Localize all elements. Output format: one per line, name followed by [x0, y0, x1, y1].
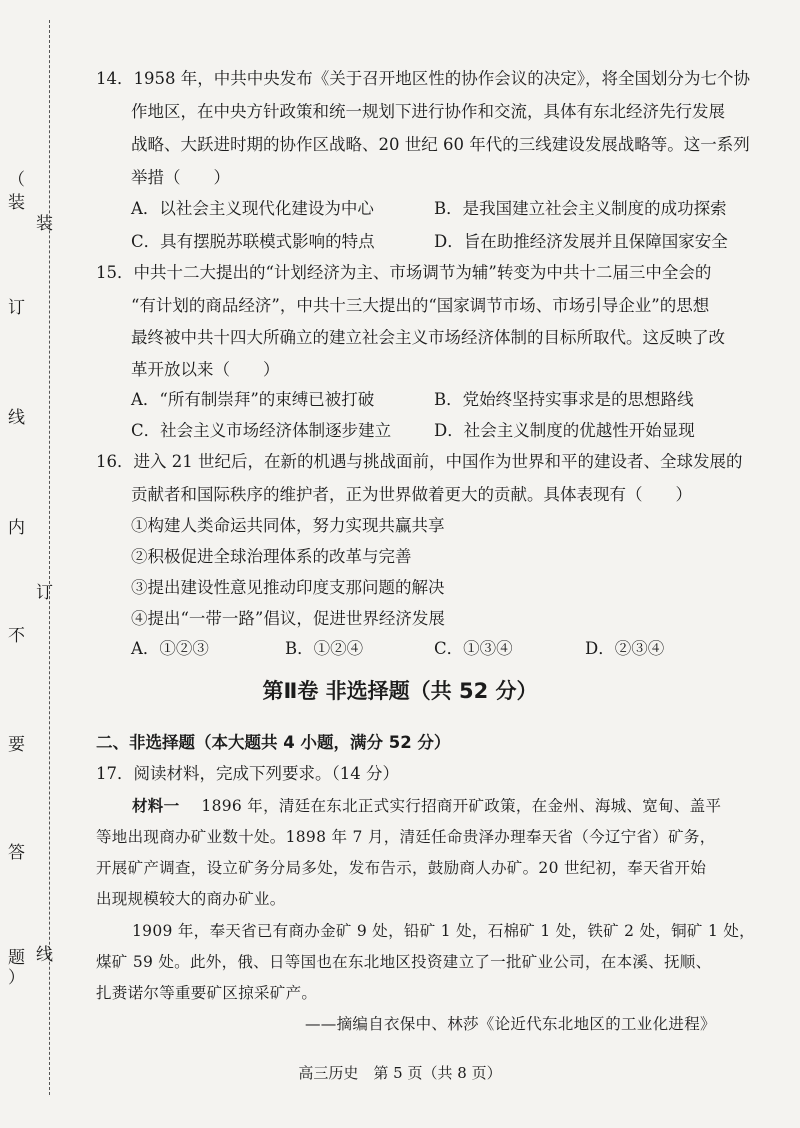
- material-text: 1896 年，清廷在东北正式实行招商开矿政策，在金州、海城、宽甸、盖平: [201, 797, 722, 815]
- q16-stem-line: 贡献者和国际秩序的维护者，正为世界做着更大的贡献。具体表现有（ ）: [131, 485, 692, 504]
- page-footer: 高三历史 第 5 页（共 8 页）: [298, 1064, 502, 1082]
- binding-char: 不: [8, 626, 25, 646]
- binding-char: 要: [8, 735, 25, 755]
- binding-char: 装: [8, 193, 25, 213]
- binding-char: 内: [8, 518, 25, 538]
- q14-option-a: A．以社会主义现代化建设为中心: [131, 199, 374, 218]
- q15-option-a: A．“所有制崇拜”的束缚已被打破: [131, 390, 375, 409]
- binding-char: 线: [8, 408, 25, 428]
- q14-stem-line: 作地区，在中央方针政策和统一规划下进行协作和交流，具体有东北经济先行发展: [131, 102, 725, 121]
- q14-stem-line: 14．1958 年，中共中央发布《关于召开地区性的协作会议的决定》，将全国划分为七个协: [96, 69, 750, 88]
- q15-option-d: D．社会主义制度的优越性开始显现: [434, 421, 695, 440]
- q15-option-c: C．社会主义市场经济体制逐步建立: [131, 421, 392, 440]
- q16-item: ①构建人类命运共同体，努力实现共赢共享: [131, 516, 445, 535]
- q15-stem-line: 革开放以来（ ）: [131, 360, 280, 379]
- q14-stem-line: 战略、大跃进时期的协作区战略、20 世纪 60 年代的三线建设发展战略等。这一系列: [131, 135, 750, 154]
- q16-item: ③提出建设性意见推动印度支那问题的解决: [131, 578, 445, 597]
- q15-stem-line: “有计划的商品经济”，中共十三大提出的“国家调节市场、市场引导企业”的思想: [131, 296, 710, 315]
- binding-char: 答: [8, 843, 25, 863]
- q16-option-c: C．①③④: [434, 639, 513, 658]
- material-line: 出现规模较大的商办矿业。: [96, 890, 286, 908]
- material-line: 1909 年，奉天省已有商办金矿 9 处，铅矿 1 处，石棉矿 1 处，铁矿 2 处，铜矿 1 处，: [132, 922, 755, 940]
- binding-char: 题: [8, 948, 25, 968]
- material-line: [132, 795, 721, 817]
- binding-char: 订: [8, 298, 25, 318]
- q15-stem-line: 15．中共十二大提出的“计划经济为主、市场调节为辅”转变为中共十二届三中全会的: [96, 263, 712, 282]
- q16-option-d: D．②③④: [585, 639, 665, 658]
- binding-inner-char: 订: [36, 583, 53, 603]
- q16-item: ②积极促进全球治理体系的改革与完善: [131, 547, 412, 566]
- q15-option-b: B．党始终坚持实事求是的思想路线: [434, 390, 694, 409]
- binding-paren-open: （: [8, 170, 25, 190]
- binding-inner-char: 装: [36, 214, 53, 234]
- section-heading: 二、非选择题（本大题共 4 小题，满分 52 分）: [96, 733, 451, 752]
- material-source: ——摘编自衣保中、林莎《论近代东北地区的工业化进程》: [305, 1015, 716, 1033]
- q15-stem-line: 最终被中共十四大所确立的建立社会主义市场经济体制的目标所取代。这反映了改: [131, 328, 725, 347]
- binding-dashed-line: [49, 20, 50, 1095]
- q14-option-d: D．旨在助推经济发展并且保障国家安全: [434, 232, 728, 251]
- q14-stem-line: 举措（ ）: [131, 168, 230, 187]
- q16-item: ④提出“一带一路”倡议，促进世界经济发展: [131, 609, 445, 628]
- binding-inner-char: 线: [36, 945, 53, 965]
- q16-option-a: A．①②③: [131, 639, 209, 658]
- binding-paren-close: ）: [8, 968, 25, 988]
- material-line: 煤矿 59 处。此外，俄、日等国也在东北地区投资建立了一批矿业公司，在本溪、抚顺、: [96, 953, 712, 971]
- part2-title: 第Ⅱ卷 非选择题（共 52 分）: [262, 679, 538, 703]
- material-line: 等地出现商办矿业数十处。1898 年 7 月，清廷任命贵泽办理奉天省（今辽宁省）矿务，: [96, 828, 716, 846]
- material-line: 开展矿产调查，设立矿务分局多处，发布告示，鼓励商人办矿。20 世纪初，奉天省开始: [96, 859, 707, 877]
- q14-option-c: C．具有摆脱苏联模式影响的特点: [131, 232, 375, 251]
- q16-stem-line: 16．进入 21 世纪后，在新的机遇与挑战面前，中国作为世界和平的建设者、全球发展的: [96, 452, 743, 471]
- q17-prompt: 17．阅读材料，完成下列要求。（14 分）: [96, 764, 399, 783]
- q16-option-b: B．①②④: [285, 639, 364, 658]
- material-label: 材料一: [132, 797, 180, 815]
- q14-option-b: B．是我国建立社会主义制度的成功探索: [434, 199, 727, 218]
- material-line: 扎赉诺尔等重要矿区掠采矿产。: [96, 984, 318, 1002]
